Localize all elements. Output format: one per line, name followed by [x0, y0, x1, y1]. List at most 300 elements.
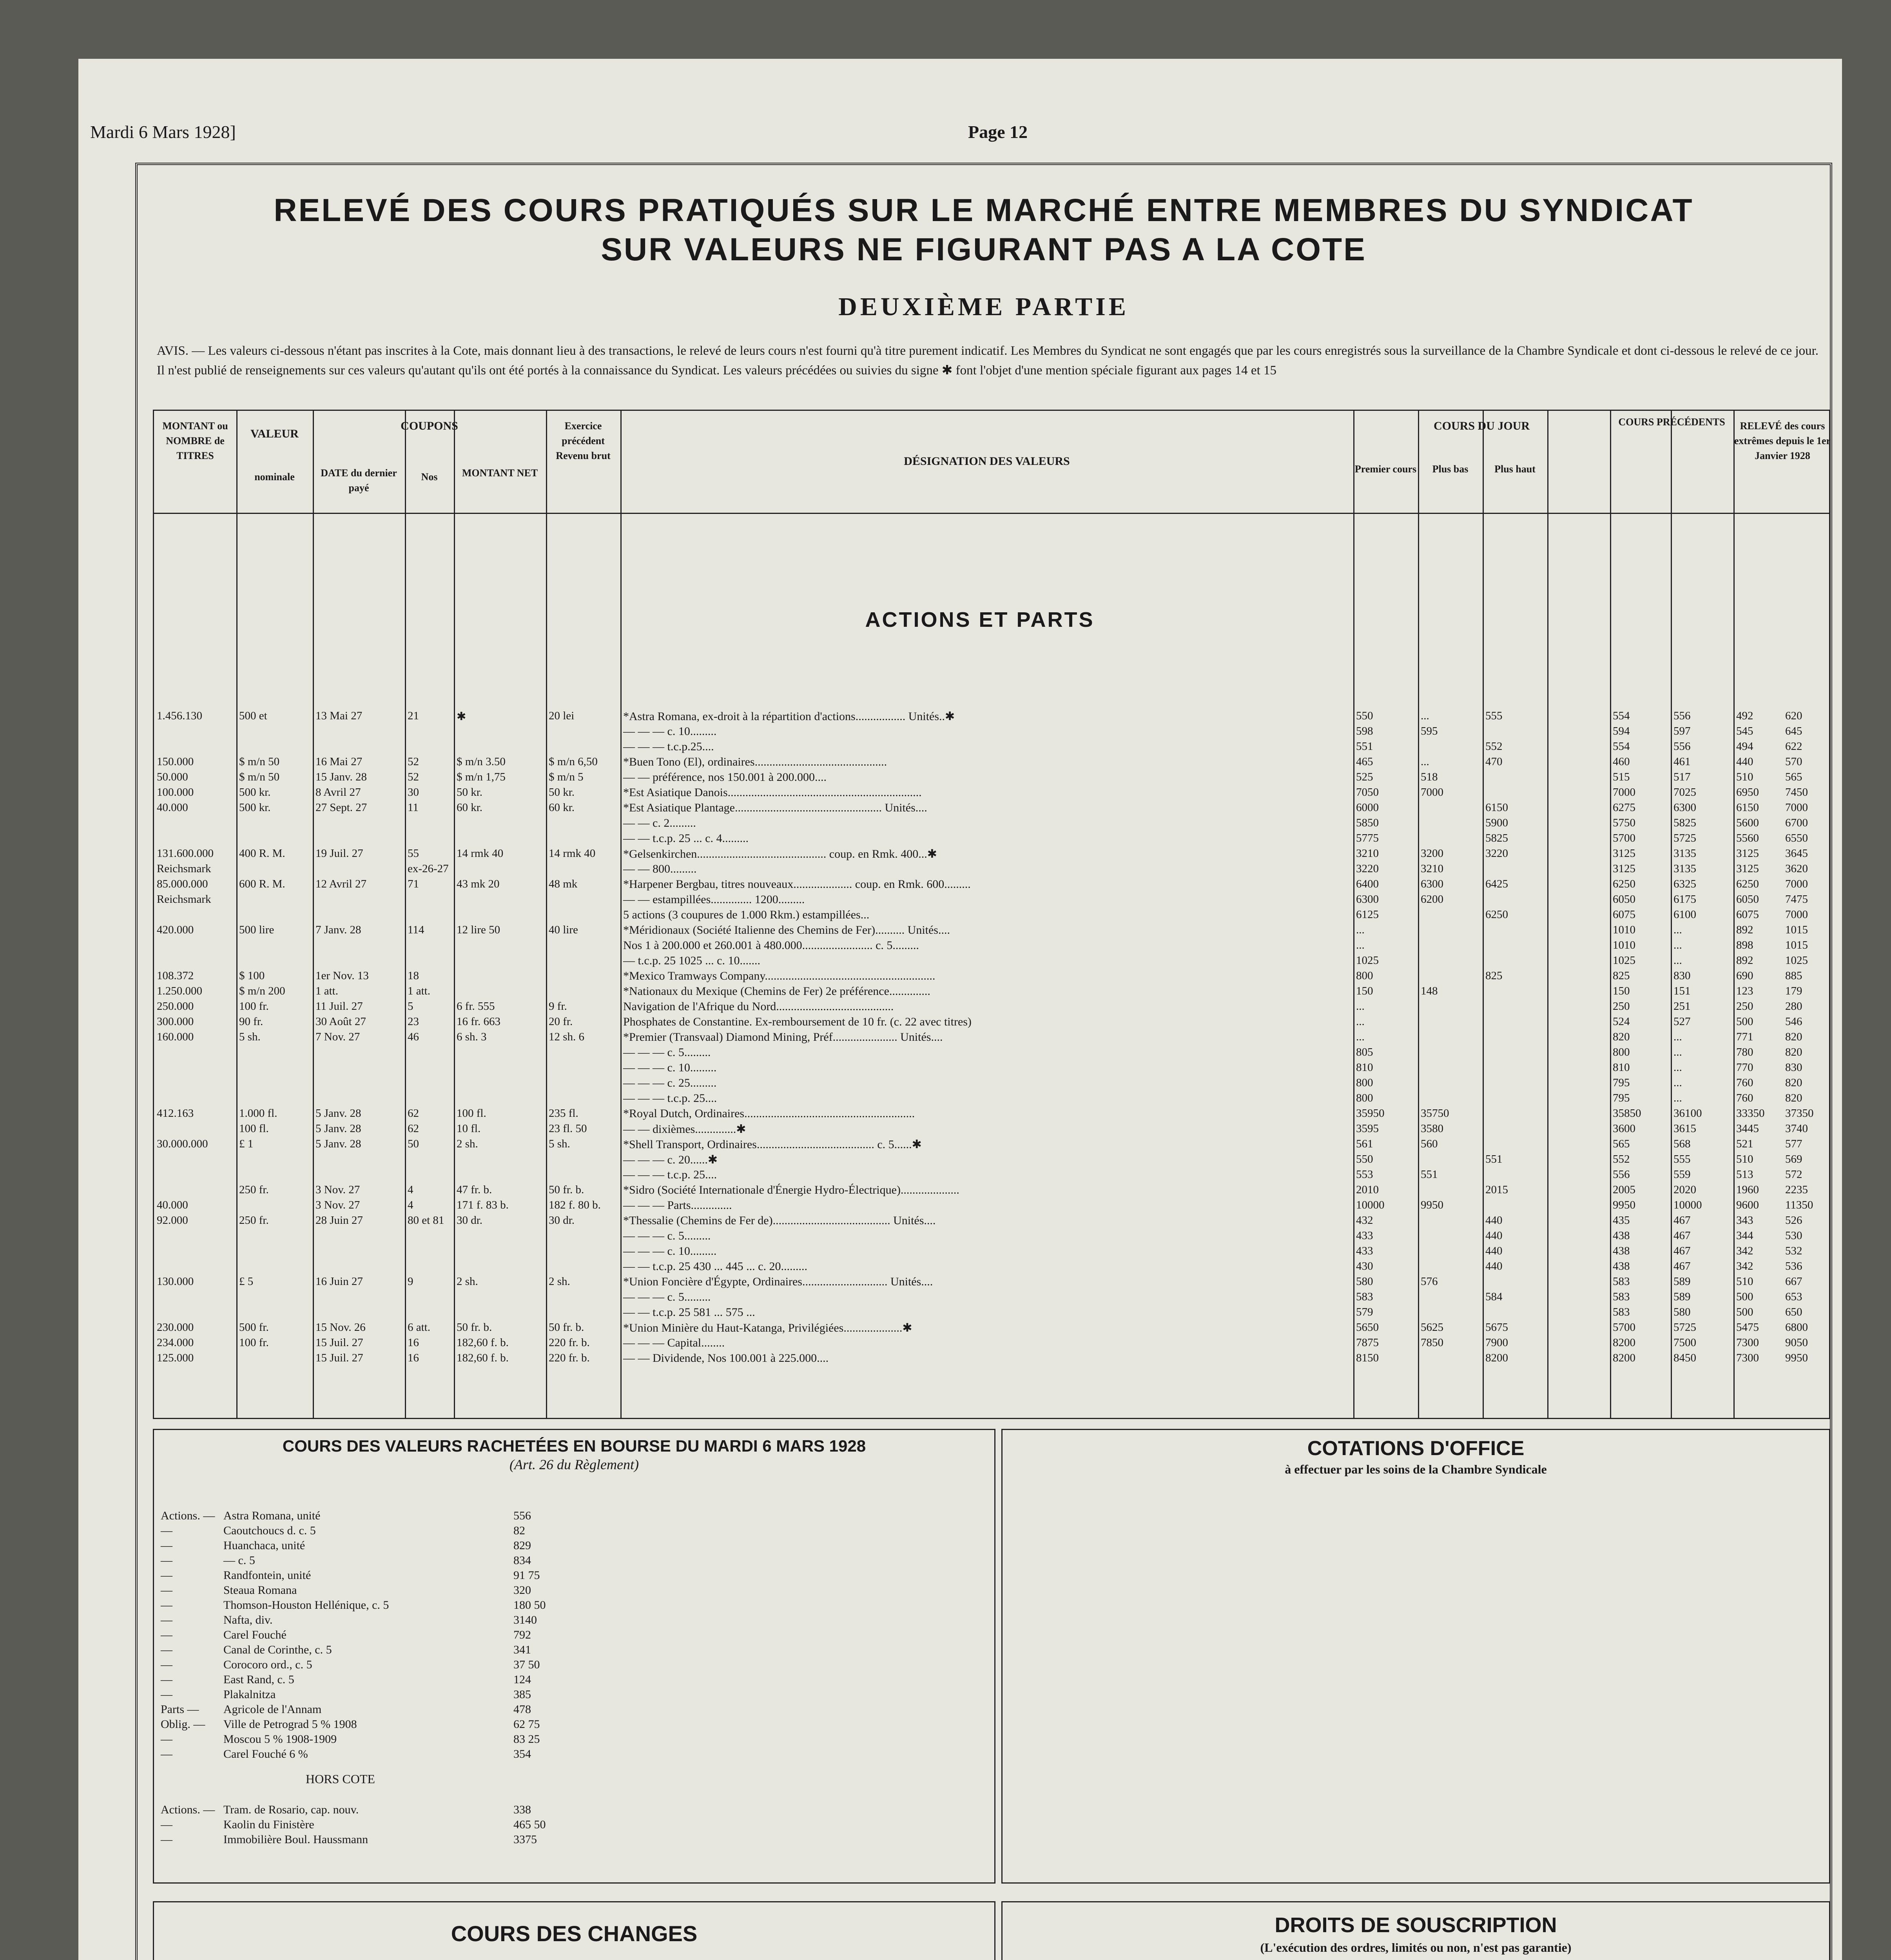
- col-plus-haut: 6150: [1485, 801, 1508, 814]
- col-prec-bas: 565: [1613, 1138, 1630, 1150]
- page-subtitle: DEUXIÈME PARTIE: [838, 292, 1129, 321]
- col-montant: 1.250.000: [157, 985, 202, 997]
- col-designation: *Astra Romana, ex-droit à la répartition d'actions................. Unités..✱: [623, 710, 955, 723]
- col-premier: ...: [1356, 1031, 1365, 1043]
- col-date: 12 Avril 27: [315, 878, 366, 890]
- col-plus-bas: 3580: [1421, 1122, 1443, 1135]
- col-premier: 7875: [1356, 1336, 1379, 1349]
- col-prec-haut: 556: [1673, 740, 1691, 753]
- col-designation: — — t.c.p. 25 ... c. 4.........: [623, 832, 749, 845]
- col-plus-bas: ...: [1421, 710, 1429, 722]
- col-rule: [1547, 411, 1548, 1418]
- col-exercice: 220 fr. b.: [549, 1336, 590, 1349]
- col-releve-haut: 830: [1785, 1061, 1802, 1074]
- col-rule: [1418, 411, 1419, 1418]
- rachetee-name: East Rand, c. 5: [223, 1673, 294, 1686]
- col-prec-haut: 517: [1673, 771, 1691, 783]
- col-montant: 1.456.130: [157, 710, 202, 722]
- rachetee-name: Randfontein, unité: [223, 1569, 311, 1582]
- col-releve-bas: 500: [1736, 1306, 1753, 1318]
- col-exercice: $ m/n 6,50: [549, 755, 598, 768]
- col-releve-bas: 5560: [1736, 832, 1759, 844]
- rachetee-value: 478: [513, 1703, 531, 1716]
- col-releve-bas: 1960: [1736, 1183, 1759, 1196]
- col-prec-bas: 438: [1613, 1260, 1630, 1272]
- col-plus-bas: 9950: [1421, 1199, 1443, 1211]
- rachetee-group: —: [161, 1599, 172, 1612]
- col-releve-haut: 622: [1785, 740, 1802, 753]
- col-designation: *Sidro (Société Internationale d'Énergie Hydro-Électrique)....................: [623, 1183, 959, 1196]
- rachetee-value: 354: [513, 1748, 531, 1760]
- col-prec-bas: 7000: [1613, 786, 1635, 799]
- col-designation: — — — c. 10.........: [623, 1061, 717, 1074]
- col-num: 114: [408, 924, 424, 936]
- col-prec-bas: 6275: [1613, 801, 1635, 814]
- col-prec-bas: 1010: [1613, 939, 1635, 951]
- col-releve-haut: 3645: [1785, 847, 1808, 860]
- col-exercice: 23 fl. 50: [549, 1122, 587, 1135]
- col-releve-haut: 7000: [1785, 801, 1808, 814]
- col-designation: *Gelsenkirchen............................................ coup. en Rmk. 400...✱: [623, 848, 937, 860]
- col-releve-bas: 760: [1736, 1092, 1753, 1104]
- col-designation: — — — c. 20......✱: [623, 1153, 718, 1166]
- col-net: 12 lire 50: [457, 924, 500, 936]
- col-premier: 6300: [1356, 893, 1379, 906]
- col-valeur: 100 fr.: [239, 1000, 269, 1013]
- col-releve-haut: 1015: [1785, 939, 1808, 951]
- col-plus-haut: 440: [1485, 1214, 1503, 1227]
- col-releve-bas: 3125: [1736, 847, 1759, 860]
- col-releve-bas: 494: [1736, 740, 1753, 753]
- col-rule: [1733, 411, 1735, 1418]
- col-releve-bas: 7300: [1736, 1352, 1759, 1364]
- col-montant: 40.000: [157, 1199, 188, 1211]
- col-premier: ...: [1356, 1015, 1365, 1028]
- col-releve-haut: 179: [1785, 985, 1802, 997]
- header-date: Mardi 6 Mars 1928]: [90, 122, 236, 142]
- col-designation: — — Dividende, Nos 100.001 à 225.000....: [623, 1352, 829, 1365]
- header-coupons: COUPONS: [401, 419, 458, 432]
- col-prec-bas: 6250: [1613, 878, 1635, 890]
- rachetee-value: 385: [513, 1688, 531, 1701]
- rachetee-name: Huanchaca, unité: [223, 1539, 305, 1552]
- hors-name: Immobilière Boul. Haussmann: [223, 1833, 368, 1846]
- col-releve-bas: 5600: [1736, 817, 1759, 829]
- col-premier: 525: [1356, 771, 1373, 783]
- col-montant: 100.000: [157, 786, 194, 799]
- col-plus-bas: 6300: [1421, 878, 1443, 890]
- hors-group: Actions. —: [161, 1803, 215, 1816]
- col-rule: [1483, 411, 1484, 1418]
- col-valeur: $ 100: [239, 969, 265, 982]
- header-plus-bas: Plus bas: [1432, 463, 1469, 475]
- col-num: 4: [408, 1183, 413, 1196]
- col-montant: 40.000: [157, 801, 188, 814]
- header-coupon-number: Nos: [421, 471, 438, 483]
- col-plus-haut: 552: [1485, 740, 1503, 753]
- col-net: 2 sh.: [457, 1275, 478, 1288]
- col-releve-bas: 6250: [1736, 878, 1759, 890]
- col-prec-bas: 515: [1613, 771, 1630, 783]
- col-designation: — — c. 2.........: [623, 817, 696, 829]
- col-date: 3 Nov. 27: [315, 1199, 360, 1211]
- col-valeur: 100 fl.: [239, 1122, 269, 1135]
- col-premier: 2010: [1356, 1183, 1379, 1196]
- col-rule: [1671, 411, 1672, 1418]
- col-prec-bas: 3125: [1613, 862, 1635, 875]
- running-header: [90, 122, 1795, 157]
- col-prec-bas: 5700: [1613, 832, 1635, 844]
- col-prec-bas: 810: [1613, 1061, 1630, 1074]
- col-plus-bas: 7850: [1421, 1336, 1443, 1349]
- rachetee-name: — c. 5: [223, 1554, 255, 1567]
- col-prec-haut: ...: [1673, 954, 1682, 967]
- col-prec-bas: 825: [1613, 969, 1630, 982]
- col-valeur: $ m/n 50: [239, 755, 280, 768]
- col-prec-bas: 795: [1613, 1092, 1630, 1104]
- col-releve-haut: 280: [1785, 1000, 1802, 1013]
- rachetee-group: —: [161, 1748, 172, 1760]
- col-releve-haut: 820: [1785, 1092, 1802, 1104]
- col-date: 5 Janv. 28: [315, 1107, 361, 1120]
- col-designation: — — — c. 25.........: [623, 1076, 717, 1089]
- col-designation: Navigation de l'Afrique du Nord........................................: [623, 1000, 894, 1013]
- col-net: 14 rmk 40: [457, 847, 504, 860]
- rachetee-group: —: [161, 1658, 172, 1671]
- col-releve-haut: 653: [1785, 1290, 1802, 1303]
- col-premier: 580: [1356, 1275, 1373, 1288]
- col-rule: [236, 411, 238, 1418]
- col-plus-haut: 8200: [1485, 1352, 1508, 1364]
- col-net: 6 sh. 3: [457, 1031, 487, 1043]
- col-date: 1 att.: [315, 985, 338, 997]
- col-releve-haut: 885: [1785, 969, 1802, 982]
- col-plus-haut: 3220: [1485, 847, 1508, 860]
- col-premier: ...: [1356, 924, 1365, 936]
- col-releve-bas: 892: [1736, 954, 1753, 967]
- col-valeur: 500 fr.: [239, 1321, 269, 1334]
- rachetee-group: —: [161, 1733, 172, 1746]
- col-releve-haut: 667: [1785, 1275, 1802, 1288]
- col-prec-bas: 554: [1613, 710, 1630, 722]
- col-prec-haut: 6175: [1673, 893, 1696, 906]
- col-net: 60 kr.: [457, 801, 483, 814]
- col-prec-haut: ...: [1673, 939, 1682, 951]
- col-net: 43 mk 20: [457, 878, 500, 890]
- col-premier: 433: [1356, 1229, 1373, 1242]
- col-prec-haut: 559: [1673, 1168, 1691, 1181]
- col-prec-haut: 467: [1673, 1229, 1691, 1242]
- col-designation: — — dixièmes..............✱: [623, 1123, 746, 1136]
- col-montant: 30.000.000: [157, 1138, 208, 1150]
- col-prec-haut: 830: [1673, 969, 1691, 982]
- col-prec-haut: 7025: [1673, 786, 1696, 799]
- col-plus-haut: 440: [1485, 1229, 1503, 1242]
- header-nominale: nominale: [254, 471, 295, 483]
- col-valeur: 400 R. M.: [239, 847, 285, 860]
- rachetee-group: —: [161, 1643, 172, 1656]
- col-valeur: 1.000 fl.: [239, 1107, 277, 1120]
- col-prec-haut: 597: [1673, 725, 1691, 737]
- col-plus-haut: 6250: [1485, 908, 1508, 921]
- col-num: 1 att.: [408, 985, 430, 997]
- col-premier: 8150: [1356, 1352, 1379, 1364]
- col-net: 50 fr. b.: [457, 1321, 492, 1334]
- col-prec-haut: 251: [1673, 1000, 1691, 1013]
- header-releve: RELEVÉ des cours extrêmes depuis le 1er Janvier 1928: [1734, 420, 1831, 461]
- col-prec-haut: 3135: [1673, 862, 1696, 875]
- col-prec-bas: 2005: [1613, 1183, 1635, 1196]
- col-num: 11: [408, 801, 419, 814]
- col-releve-haut: 7475: [1785, 893, 1808, 906]
- col-exercice: 182 f. 80 b.: [549, 1199, 601, 1211]
- col-releve-bas: 6150: [1736, 801, 1759, 814]
- header-cours-precedents: COURS PRÉCÉDENTS: [1618, 416, 1725, 428]
- col-premier: 7050: [1356, 786, 1379, 799]
- col-plus-bas: 576: [1421, 1275, 1438, 1288]
- col-releve-haut: 37350: [1785, 1107, 1814, 1120]
- col-releve-bas: 9600: [1736, 1199, 1759, 1211]
- col-designation: *Premier (Transvaal) Diamond Mining, Préf...................... Unités....: [623, 1031, 943, 1044]
- col-premier: 433: [1356, 1245, 1373, 1257]
- col-premier: 6400: [1356, 878, 1379, 890]
- col-releve-bas: 513: [1736, 1168, 1753, 1181]
- hors-value: 3375: [513, 1833, 537, 1846]
- col-prec-bas: 8200: [1613, 1352, 1635, 1364]
- col-prec-haut: 6325: [1673, 878, 1696, 890]
- col-num: 5: [408, 1000, 413, 1013]
- col-prec-haut: 5725: [1673, 832, 1696, 844]
- col-designation: — — — t.c.p. 25....: [623, 1092, 717, 1105]
- col-valeur: $ m/n 50: [239, 771, 280, 783]
- col-prec-bas: 795: [1613, 1076, 1630, 1089]
- col-rule: [313, 411, 314, 1418]
- col-releve-haut: 546: [1785, 1015, 1802, 1028]
- col-releve-bas: 7300: [1736, 1336, 1759, 1349]
- col-prec-haut: ...: [1673, 1046, 1682, 1058]
- col-plus-haut: 5825: [1485, 832, 1508, 844]
- col-releve-bas: 344: [1736, 1229, 1753, 1242]
- col-prec-haut: 467: [1673, 1214, 1691, 1227]
- col-releve-bas: 770: [1736, 1061, 1753, 1074]
- col-valeur: 500 kr.: [239, 786, 271, 799]
- col-prec-bas: 250: [1613, 1000, 1630, 1013]
- col-num: 46: [408, 1031, 419, 1043]
- col-prec-bas: 460: [1613, 755, 1630, 768]
- hors-group: —: [161, 1833, 172, 1846]
- col-date: 28 Juin 27: [315, 1214, 363, 1227]
- col-montant: 131.600.000: [157, 847, 214, 860]
- col-prec-bas: 35850: [1613, 1107, 1641, 1120]
- hors-cote-title: HORS COTE: [306, 1772, 375, 1786]
- col-designation: — — t.c.p. 25 581 ... 575 ...: [623, 1306, 755, 1319]
- col-prec-haut: ...: [1673, 1031, 1682, 1043]
- col-plus-haut: 440: [1485, 1260, 1503, 1272]
- col-rule: [1353, 411, 1354, 1418]
- col-releve-haut: 572: [1785, 1168, 1802, 1181]
- col-prec-haut: 556: [1673, 710, 1691, 722]
- col-plus-haut: 551: [1485, 1153, 1503, 1165]
- col-exercice: 9 fr.: [549, 1000, 567, 1013]
- col-montant: 50.000: [157, 771, 188, 783]
- col-exercice: 60 kr.: [549, 801, 575, 814]
- col-plus-haut: 2015: [1485, 1183, 1508, 1196]
- col-num: 16: [408, 1336, 419, 1349]
- col-prec-bas: 438: [1613, 1229, 1630, 1242]
- header-coupon-net: MONTANT NET: [462, 467, 538, 479]
- main-quotes-table: [153, 410, 1830, 1419]
- col-releve-bas: 892: [1736, 924, 1753, 936]
- col-rule: [454, 411, 455, 1418]
- header-exercice: Exercice précédent Revenu brut: [556, 420, 611, 461]
- col-montant: 85.000.000: [157, 878, 208, 890]
- col-releve-haut: 3620: [1785, 862, 1808, 875]
- col-plus-haut: 825: [1485, 969, 1503, 982]
- col-montant: 412.163: [157, 1107, 194, 1120]
- rachetee-group: —: [161, 1673, 172, 1686]
- col-releve-bas: 492: [1736, 710, 1753, 722]
- col-releve-haut: 530: [1785, 1229, 1802, 1242]
- col-releve-bas: 500: [1736, 1290, 1753, 1303]
- col-releve-haut: 6800: [1785, 1321, 1808, 1334]
- col-prec-haut: ...: [1673, 1061, 1682, 1074]
- rachetee-name: Nafta, div.: [223, 1613, 273, 1626]
- col-montant: Reichsmark: [157, 893, 211, 906]
- col-plus-haut: 6425: [1485, 878, 1508, 890]
- col-releve-haut: 532: [1785, 1245, 1802, 1257]
- col-montant: 300.000: [157, 1015, 194, 1028]
- col-date: 11 Juil. 27: [315, 1000, 363, 1013]
- hors-name: Kaolin du Finistère: [223, 1818, 314, 1831]
- col-montant: 234.000: [157, 1336, 194, 1349]
- col-exercice: 14 rmk 40: [549, 847, 596, 860]
- col-prec-haut: 7500: [1673, 1336, 1696, 1349]
- col-valeur: 250 fr.: [239, 1214, 269, 1227]
- col-premier: 465: [1356, 755, 1373, 768]
- col-prec-haut: 10000: [1673, 1199, 1702, 1211]
- col-montant: 230.000: [157, 1321, 194, 1334]
- col-premier: 150: [1356, 985, 1373, 997]
- col-releve-bas: 6050: [1736, 893, 1759, 906]
- col-releve-haut: 820: [1785, 1046, 1802, 1058]
- col-designation: — — — c. 10.........: [623, 1245, 717, 1258]
- col-premier: 553: [1356, 1168, 1373, 1181]
- col-releve-haut: 577: [1785, 1138, 1802, 1150]
- col-prec-haut: 568: [1673, 1138, 1691, 1150]
- col-plus-bas: 7000: [1421, 786, 1443, 799]
- col-date: 13 Mai 27: [315, 710, 363, 722]
- rachetee-group: Oblig. —: [161, 1718, 205, 1731]
- col-valeur: £ 1: [239, 1138, 254, 1150]
- col-num: 23: [408, 1015, 419, 1028]
- page-title-line2: SUR VALEURS NE FIGURANT PAS A LA COTE: [601, 232, 1367, 267]
- col-releve-bas: 343: [1736, 1214, 1753, 1227]
- col-plus-haut: 470: [1485, 755, 1503, 768]
- col-prec-bas: 1025: [1613, 954, 1635, 967]
- rachetee-name: Steaua Romana: [223, 1584, 297, 1597]
- col-num: 52: [408, 771, 419, 783]
- rachetee-value: 37 50: [513, 1658, 540, 1671]
- rachetee-value: 3140: [513, 1613, 537, 1626]
- col-releve-bas: 5475: [1736, 1321, 1759, 1334]
- col-prec-bas: 583: [1613, 1290, 1630, 1303]
- col-designation: Phosphates de Constantine. Ex-remboursement de 10 fr. (c. 22 avec titres): [623, 1015, 972, 1028]
- col-prec-haut: 555: [1673, 1153, 1691, 1165]
- col-prec-bas: 435: [1613, 1214, 1630, 1227]
- col-premier: ...: [1356, 939, 1365, 951]
- col-designation: — — — t.c.p.25....: [623, 740, 714, 753]
- col-num: 18: [408, 969, 419, 982]
- col-plus-bas: 551: [1421, 1168, 1438, 1181]
- col-prec-haut: 8450: [1673, 1352, 1696, 1364]
- col-prec-haut: 5825: [1673, 817, 1696, 829]
- header-montant: MONTANT ou NOMBRE de TITRES: [162, 420, 228, 461]
- col-premier: 35950: [1356, 1107, 1385, 1120]
- col-net: ✱: [457, 710, 466, 723]
- col-releve-bas: 3445: [1736, 1122, 1759, 1135]
- col-valeur: 250 fr.: [239, 1183, 269, 1196]
- rachetee-name: Canal de Corinthe, c. 5: [223, 1643, 332, 1656]
- col-releve-haut: 645: [1785, 725, 1802, 737]
- rachetee-name: Agricole de l'Annam: [223, 1703, 322, 1716]
- col-premier: 550: [1356, 1153, 1373, 1165]
- col-date: 16 Mai 27: [315, 755, 363, 768]
- col-net: 2 sh.: [457, 1138, 478, 1150]
- cotations-subtitle: à effectuer par les soins de la Chambre Syndicale: [1285, 1462, 1547, 1476]
- col-designation: *Shell Transport, Ordinaires........................................ c. 5......✱: [623, 1138, 922, 1151]
- col-designation: *Buen Tono (El), ordinaires.............................................: [623, 755, 887, 768]
- col-prec-haut: 36100: [1673, 1107, 1702, 1120]
- rachetee-value: 792: [513, 1628, 531, 1641]
- rachetee-value: 320: [513, 1584, 531, 1597]
- col-premier: 550: [1356, 710, 1373, 722]
- col-plus-bas: 3210: [1421, 862, 1443, 875]
- rachetee-name: Astra Romana, unité: [223, 1509, 321, 1522]
- rachetee-value: 91 75: [513, 1569, 540, 1582]
- col-designation: — — — Capital........: [623, 1336, 725, 1349]
- col-designation: — — estampillées.............. 1200.........: [623, 893, 805, 906]
- col-designation: Nos 1 à 200.000 et 260.001 à 480.000........................ c. 5.........: [623, 939, 919, 952]
- col-releve-bas: 690: [1736, 969, 1753, 982]
- col-date: 5 Janv. 28: [315, 1138, 361, 1150]
- col-plus-bas: 595: [1421, 725, 1438, 737]
- header-valeur: VALEUR: [250, 427, 299, 440]
- col-exercice: 50 fr. b.: [549, 1321, 584, 1334]
- rachetee-name: Plakalnitza: [223, 1688, 276, 1701]
- col-prec-bas: 594: [1613, 725, 1630, 737]
- col-releve-haut: 6550: [1785, 832, 1808, 844]
- col-plus-bas: 560: [1421, 1138, 1438, 1150]
- col-releve-bas: 6075: [1736, 908, 1759, 921]
- col-prec-haut: 467: [1673, 1245, 1691, 1257]
- rachetees-title: COURS DES VALEURS RACHETÉES EN BOURSE DU MARDI 6 MARS 1928: [282, 1437, 866, 1455]
- col-prec-haut: 589: [1673, 1275, 1691, 1288]
- col-premier: 430: [1356, 1260, 1373, 1272]
- col-releve-haut: 620: [1785, 710, 1802, 722]
- cotations-box: [1001, 1429, 1830, 1884]
- col-net: 100 fl.: [457, 1107, 486, 1120]
- col-plus-haut: 5900: [1485, 817, 1508, 829]
- col-rule: [405, 411, 406, 1418]
- col-premier: 800: [1356, 969, 1373, 982]
- col-designation: *Mexico Tramways Company..........................................................: [623, 969, 936, 982]
- col-prec-haut: 6300: [1673, 801, 1696, 814]
- col-plus-bas: ...: [1421, 755, 1429, 768]
- col-net: $ m/n 3.50: [457, 755, 506, 768]
- col-premier: 3595: [1356, 1122, 1379, 1135]
- col-prec-bas: 524: [1613, 1015, 1630, 1028]
- rachetee-name: Corocoro ord., c. 5: [223, 1658, 312, 1671]
